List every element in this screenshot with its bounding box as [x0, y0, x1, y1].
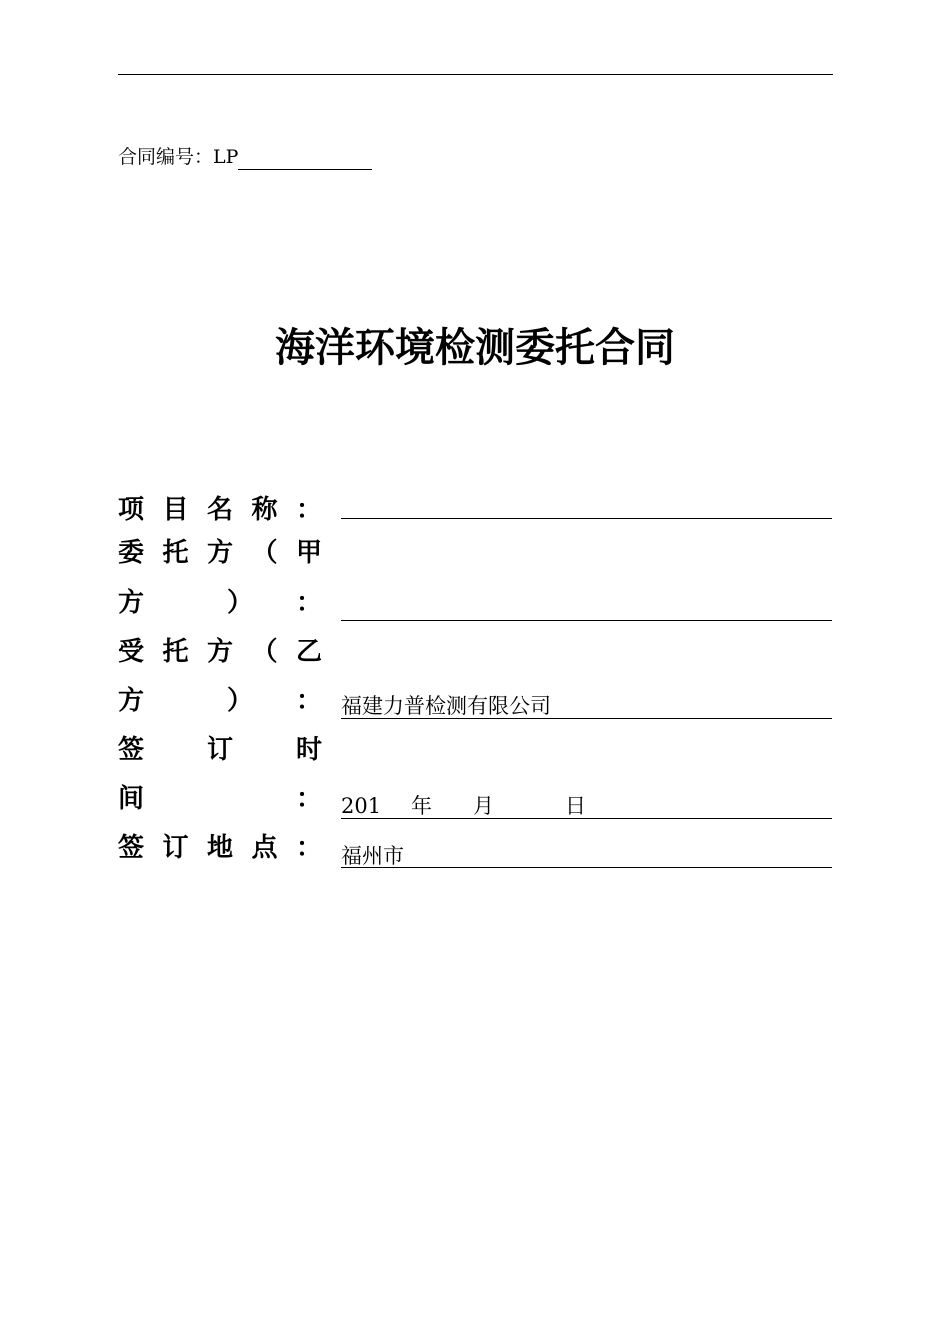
contractor-label-line1: 受 托 方 （ 乙: [118, 637, 322, 667]
sign-place-label: 签 订 地 点 ：: [118, 833, 322, 863]
sign-date-month-unit: 月: [473, 794, 494, 818]
sign-date-label-line1: 签 订 时: [118, 735, 322, 765]
sign-date-value[interactable]: [341, 792, 586, 820]
document-title: 海洋环境检测委托合同: [275, 325, 675, 371]
contractor-label-line2: 方 ） ：: [118, 686, 322, 716]
project-name-label: 项 目 名 称 ：: [118, 495, 322, 525]
sign-place-line: [341, 867, 832, 868]
contractor-value[interactable]: 福建力普检测有限公司: [341, 694, 551, 718]
client-label-line1: 委 托 方 （ 甲: [118, 538, 322, 568]
sign-date-year-prefix: 201: [341, 794, 382, 818]
contractor-line: [341, 718, 832, 719]
sign-place-value[interactable]: 福州市: [341, 844, 404, 868]
sign-date-label-line2: 间 ：: [118, 784, 322, 814]
contract-number-blank[interactable]: [238, 149, 372, 170]
project-name-line: [341, 518, 832, 519]
client-label-line2: 方 ） ：: [118, 588, 322, 618]
contract-number-label: 合同编号：LP: [118, 146, 239, 168]
client-line: [341, 620, 832, 621]
sign-date-line: [341, 818, 832, 819]
sign-date-day-unit: 日: [565, 794, 586, 818]
header-rule: [118, 74, 833, 75]
sign-date-year-unit: 年: [411, 794, 432, 818]
contract-number: [118, 144, 372, 170]
